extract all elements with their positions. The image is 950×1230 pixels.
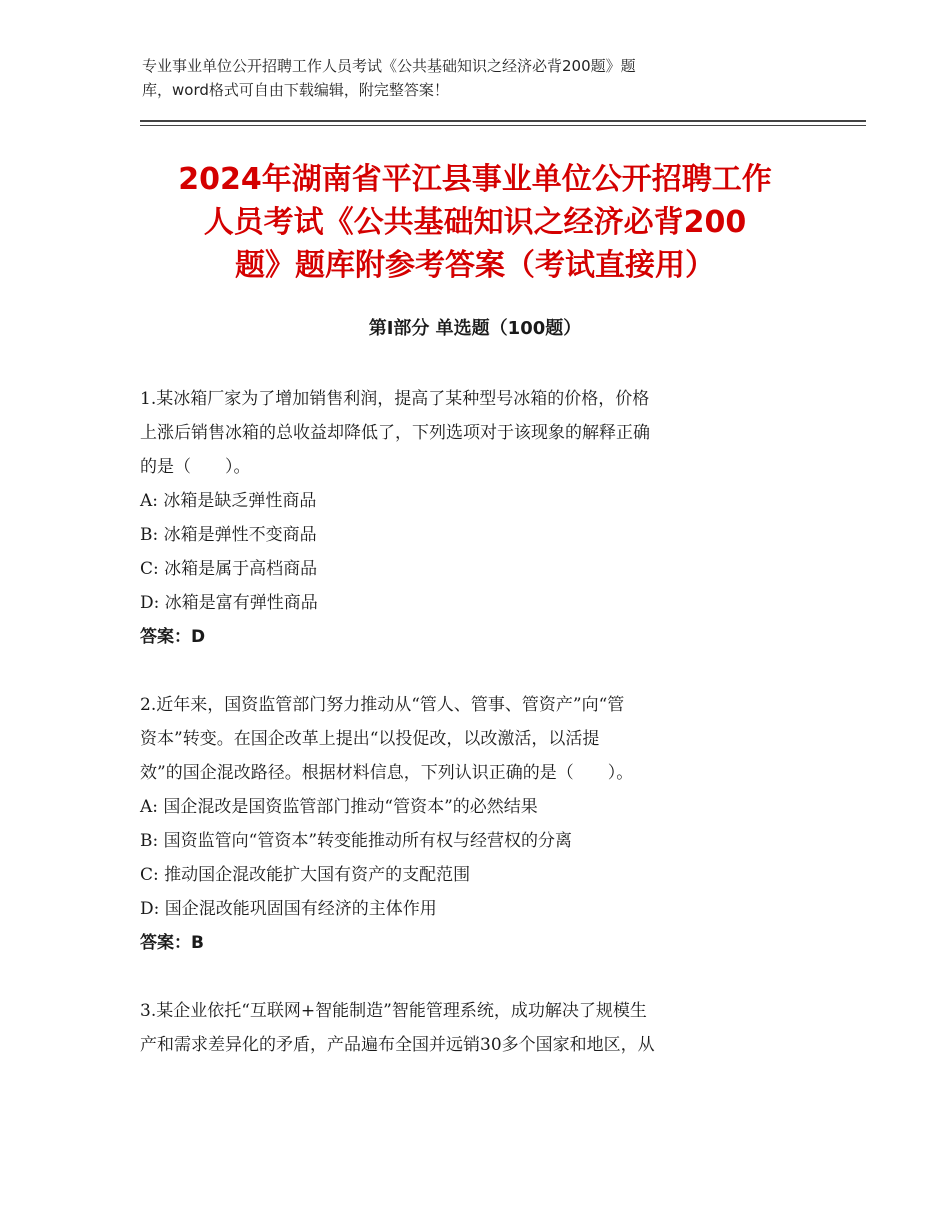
header-line-2: 库，word格式可自由下载编辑，附完整答案！ xyxy=(142,81,449,99)
question-text-line: 效”的国企混改路径。根据材料信息，下列认识正确的是（ ）。 xyxy=(140,763,634,783)
option-c: C: 冰箱是属于高档商品 xyxy=(140,559,318,579)
section-title: 第Ⅰ部分 单选题（100题） xyxy=(368,318,582,339)
title-line-3: 题》题库附参考答案（考试直接用） xyxy=(235,248,715,283)
question-text-line: 1.某冰箱厂家为了增加销售利润，提高了某种型号冰箱的价格，价格 xyxy=(140,389,650,409)
question-3 xyxy=(140,994,800,1062)
option-d: D: 冰箱是富有弹性商品 xyxy=(140,593,318,613)
option-c: C: 推动国企混改能扩大国有资产的支配范围 xyxy=(140,865,471,885)
option-a: A: 冰箱是缺乏弹性商品 xyxy=(140,491,317,511)
question-text-line: 上涨后销售冰箱的总收益却降低了，下列选项对于该现象的解释正确 xyxy=(140,423,650,443)
header-divider-thin xyxy=(140,125,866,126)
question-text-line: 的是（ ）。 xyxy=(140,457,251,477)
title-line-1: 2024年湖南省平江县事业单位公开招聘工作 xyxy=(178,162,772,197)
answer: 答案：D xyxy=(140,627,206,647)
option-b: B: 冰箱是弹性不变商品 xyxy=(140,525,317,545)
document-header xyxy=(142,54,822,102)
title-line-2: 人员考试《公共基础知识之经济必背200 xyxy=(203,205,747,240)
question-text-line: 2.近年来，国资监管部门努力推动从“管人、管事、管资产”向“管 xyxy=(140,695,625,715)
question-2 xyxy=(140,688,800,960)
question-text-line: 资本”转变。在国企改革上提出“以投促改，以改激活，以活提 xyxy=(140,729,600,749)
question-text-line: 3.某企业依托“互联网+智能制造”智能管理系统，成功解决了规模生 xyxy=(140,1001,647,1021)
option-b: B: 国资监管向“管资本”转变能推动所有权与经营权的分离 xyxy=(140,831,573,851)
option-a: A: 国企混改是国资监管部门推动“管资本”的必然结果 xyxy=(140,797,538,817)
question-1 xyxy=(140,382,800,654)
answer: 答案：B xyxy=(140,933,204,953)
document-title xyxy=(130,158,820,287)
header-line-1: 专业事业单位公开招聘工作人员考试《公共基础知识之经济必背200题》题 xyxy=(142,57,636,75)
question-text-line: 产和需求差异化的矛盾，产品遍布全国并远销30多个国家和地区，从 xyxy=(140,1035,655,1055)
option-d: D: 国企混改能巩固国有经济的主体作用 xyxy=(140,899,437,919)
header-divider-thick xyxy=(140,120,866,122)
